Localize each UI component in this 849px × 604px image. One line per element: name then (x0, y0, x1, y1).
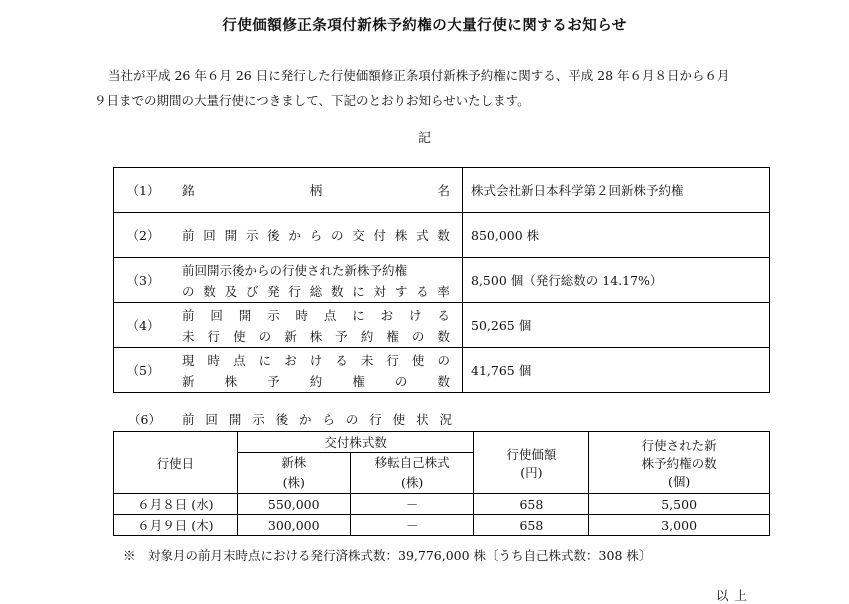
label-char: 発 (267, 283, 280, 299)
label-char: け (409, 307, 422, 323)
item-value: 850,000 株 (463, 213, 770, 258)
row-date: ６月８日 (水) (114, 494, 238, 515)
label-char: 回 (205, 412, 218, 427)
section-6-number: （6） (128, 412, 161, 427)
label-char: 行 (207, 328, 221, 344)
summary-row (114, 303, 770, 348)
label-char: 式 (416, 228, 429, 243)
item-label-line (182, 306, 450, 324)
label-char: お (284, 352, 297, 368)
item-label (172, 348, 463, 393)
header-new-line2: (株) (282, 475, 305, 490)
label-char: 株 (394, 228, 408, 243)
label-char: に (258, 352, 272, 368)
intro-paragraph (94, 63, 784, 113)
label-char: す (394, 283, 408, 299)
header-count-line3: (個) (668, 473, 691, 489)
label-char: 数 (437, 328, 450, 344)
label-char: 権 (352, 373, 365, 389)
label-char: る (437, 307, 450, 323)
item-label-line (182, 282, 450, 300)
item-label-line (182, 261, 450, 279)
summary-row (114, 213, 770, 258)
item-value: 8,500 個（発行総数の 14.17%） (463, 258, 770, 303)
label-char: 前 (182, 307, 195, 323)
label-char: 点 (323, 307, 337, 323)
label-char: お (380, 307, 394, 323)
label-char: の (182, 283, 195, 299)
header-treasury-line2: (株) (400, 475, 424, 490)
label-char: 況 (439, 412, 452, 427)
label-char: 後 (267, 228, 280, 243)
item-label (172, 213, 463, 258)
label-char: の (345, 412, 359, 427)
label-char: 行 (288, 283, 301, 299)
exercise-table (113, 431, 770, 536)
item-label (172, 258, 463, 303)
label-char: 行 (369, 412, 382, 427)
label-char: の (411, 328, 425, 344)
label-char: 銘 (182, 183, 195, 198)
label-char: 約 (309, 373, 323, 389)
summary-row (114, 258, 770, 303)
label-char: 前回開示後からの行使された新株予約権 (182, 262, 408, 278)
label-char: 数 (330, 283, 344, 299)
label-char: 名 (437, 183, 450, 198)
summary-row (114, 168, 770, 213)
intro-line-2: ９日までの期間の大量行使につきまして、下記のとおりお知らせいたします。 (94, 93, 530, 108)
item-number: （4） (114, 303, 173, 348)
header-count (589, 432, 770, 494)
label-char: 開 (238, 307, 252, 323)
label-char: の (437, 352, 450, 368)
header-delivered-shares: 交付株式数 (237, 432, 474, 453)
label-char: 新 (182, 373, 195, 389)
label-char: 権 (386, 328, 399, 344)
label-char: 使 (392, 412, 406, 427)
table-row (114, 494, 770, 515)
label-char: か (299, 412, 312, 427)
label-char: 現 (182, 352, 195, 368)
label-char: 付 (373, 228, 387, 243)
item-label-line (182, 181, 450, 199)
row-date: ６月９日 (木) (114, 515, 238, 536)
label-char: の (394, 373, 408, 389)
item-label-line (182, 351, 450, 369)
label-char: 新 (284, 328, 297, 344)
summary-row (114, 348, 770, 393)
header-price-line2: (円) (520, 464, 543, 480)
label-char: の (258, 328, 272, 344)
label-char: 示 (245, 228, 259, 243)
label-char: 予 (267, 373, 280, 389)
label-char: る (335, 352, 348, 368)
label-char: 率 (437, 283, 450, 299)
header-price-line1: 行使価額 (506, 446, 557, 462)
label-char: 時 (207, 352, 221, 368)
intro-line-1: 当社が平成 26 年６月 26 日に発行した行使価額修正条項付新株予約権に関する、平成 28 年６月８日から６月 (108, 68, 730, 83)
label-char: 開 (228, 412, 242, 427)
label-char: 総 (309, 283, 323, 299)
item-label-line (182, 226, 450, 244)
ki-heading: 記 (417, 131, 431, 146)
item-number: （1） (114, 168, 173, 213)
label-char: に (352, 307, 365, 323)
header-count-line2: 株予約権の数 (641, 455, 717, 471)
label-char: 数 (437, 228, 450, 243)
label-char: び (245, 283, 259, 299)
label-char: 示 (252, 412, 265, 427)
label-char: 回 (210, 307, 223, 323)
label-char: 状 (416, 412, 429, 427)
label-char: に (352, 283, 365, 299)
label-char: 点 (233, 352, 246, 368)
header-date: 行使日 (114, 432, 238, 494)
label-char: 対 (373, 283, 387, 299)
closing-text: 以上 (716, 588, 754, 603)
row-treasury: － (350, 494, 474, 515)
header-new-shares (237, 453, 350, 494)
item-number: （2） (114, 213, 173, 258)
label-char: 未 (182, 328, 195, 344)
header-treasury-shares (350, 453, 474, 494)
label-char: の (330, 228, 344, 243)
table-row (114, 515, 770, 536)
header-treasury-line1: 移転自己株式 (374, 455, 450, 470)
label-char: る (416, 283, 429, 299)
row-price: 658 (474, 494, 589, 515)
label-char: 約 (360, 328, 374, 344)
label-char: 交 (352, 228, 365, 243)
label-char: 行 (386, 352, 399, 368)
label-char: 株 (309, 328, 323, 344)
label-char: 数 (203, 283, 216, 299)
label-char: け (309, 352, 323, 368)
label-char: 予 (335, 328, 348, 344)
label-char: 未 (360, 352, 374, 368)
label-char: ら (322, 412, 335, 427)
row-price: 658 (474, 515, 589, 536)
label-char: 株 (224, 373, 238, 389)
header-count-line1: 行使された新 (641, 437, 717, 453)
item-label-line (182, 372, 450, 390)
item-value: 株式会社新日本科学第２回新株予約権 (463, 168, 770, 213)
row-treasury: － (350, 515, 474, 536)
header-price (474, 432, 589, 494)
item-label-line (182, 327, 450, 345)
summary-table (113, 167, 770, 393)
label-char: 開 (224, 228, 238, 243)
label-char: 柄 (309, 183, 323, 198)
label-char: 前 (182, 412, 195, 427)
page-title: 行使価額修正条項付新株予約権の大量行使に関するお知らせ (222, 17, 627, 34)
label-char: 後 (275, 412, 289, 427)
header-new-line1: 新株 (281, 455, 307, 470)
label-char: か (288, 228, 301, 243)
row-count: 3,000 (589, 515, 770, 536)
row-count: 5,500 (589, 494, 770, 515)
label-char: 使 (411, 352, 425, 368)
label-char: 前 (182, 228, 195, 243)
label-char: ら (309, 228, 323, 243)
label-char: 示 (267, 307, 280, 323)
item-label (172, 303, 463, 348)
item-value: 41,765 個 (463, 348, 770, 393)
row-new: 300,000 (237, 515, 350, 536)
label-char: 使 (233, 328, 246, 344)
label-char: 回 (203, 228, 216, 243)
label-char: 数 (437, 373, 450, 389)
footnote: ※ 対象月の前月末時点における発行済株式数：39,776,000 株〔うち自己株式数：308 株〕 (123, 548, 652, 563)
item-label (172, 168, 463, 213)
section-6-label (182, 410, 452, 428)
label-char: 時 (295, 307, 309, 323)
row-new: 550,000 (237, 494, 350, 515)
item-value: 50,265 個 (463, 303, 770, 348)
label-char: 及 (224, 283, 238, 299)
item-number: （3） (114, 258, 173, 303)
item-number: （5） (114, 348, 173, 393)
